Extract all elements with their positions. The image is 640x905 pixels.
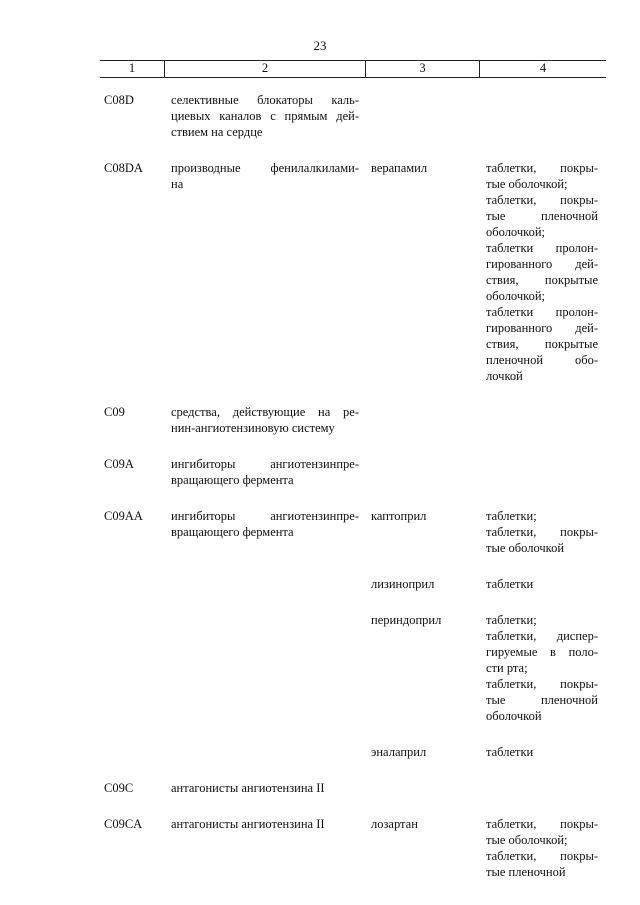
- column-number-2: 2: [165, 61, 366, 77]
- dosage-form-line: тые оболочкой;: [486, 177, 568, 191]
- atc-group-name: [171, 508, 359, 540]
- group-name-line: антагонисты ангиотензина II: [171, 781, 325, 795]
- dosage-form: [486, 160, 598, 384]
- atc-code: C08D: [104, 93, 134, 107]
- drug-name: эналаприл: [371, 745, 427, 759]
- dosage-form-line: ствия, покрытые: [486, 273, 598, 287]
- table-body: [0, 92, 640, 900]
- dosage-form-line: оболочкой;: [486, 225, 545, 239]
- atc-group-name: [171, 456, 359, 488]
- atc-group-name: [171, 404, 359, 436]
- group-name-line: вращающего фермента: [171, 525, 294, 539]
- dosage-form-line: тые оболочкой: [486, 541, 565, 555]
- column-number-1: 1: [100, 61, 165, 77]
- atc-group-name: [171, 160, 359, 192]
- dosage-form-line: таблетки пролон-: [486, 305, 598, 319]
- drug-name: верапамил: [371, 161, 428, 175]
- dosage-form-line: таблетки;: [486, 509, 537, 523]
- atc-code: C09A: [104, 457, 134, 471]
- dosage-form-line: лочкой: [486, 369, 523, 383]
- dosage-form-line: таблетки: [486, 577, 534, 591]
- dosage-form-line: пленочной обо-: [486, 353, 598, 367]
- dosage-form-line: оболочкой;: [486, 289, 545, 303]
- atc-code: C09C: [104, 781, 134, 795]
- table-row: [0, 404, 640, 436]
- table-row: [0, 576, 640, 592]
- table-row: [0, 456, 640, 488]
- dosage-form-line: тые пленочной: [486, 865, 566, 879]
- table-row: [0, 160, 640, 384]
- dosage-form-line: таблетки, диспер-: [486, 629, 598, 643]
- dosage-form: [486, 816, 598, 880]
- group-name-line: на: [171, 177, 184, 191]
- table-row: [0, 816, 640, 880]
- atc-code: C09AA: [104, 509, 143, 523]
- dosage-form-line: таблетки, покры-: [486, 849, 598, 863]
- dosage-form-line: гируемые в поло-: [486, 645, 598, 659]
- atc-code: C09CA: [104, 817, 143, 831]
- dosage-form: [486, 744, 598, 760]
- group-name-line: вращающего фермента: [171, 473, 294, 487]
- group-name-line: ингибиторы ангиотензинпре-: [171, 457, 359, 471]
- dosage-form-line: гированного дей-: [486, 257, 598, 271]
- column-number-3: 3: [366, 61, 480, 77]
- dosage-form: [486, 612, 598, 724]
- atc-group-name: [171, 780, 359, 796]
- dosage-form-line: гированного дей-: [486, 321, 598, 335]
- dosage-form-line: таблетки, покры-: [486, 193, 598, 207]
- dosage-form-line: таблетки: [486, 745, 534, 759]
- dosage-form-line: таблетки;: [486, 613, 537, 627]
- dosage-form-line: таблетки, покры-: [486, 677, 598, 691]
- group-name-line: средства, действующие на ре-: [171, 405, 359, 419]
- group-name-line: ингибиторы ангиотензинпре-: [171, 509, 359, 523]
- dosage-form-line: ствия, покрытые: [486, 337, 598, 351]
- atc-group-name: [171, 816, 359, 832]
- group-name-line: антагонисты ангиотензина II: [171, 817, 325, 831]
- atc-code: C09: [104, 405, 125, 419]
- group-name-line: производные фенилалкилами-: [171, 161, 359, 175]
- atc-group-name: [171, 92, 359, 140]
- table-column-header: [100, 60, 606, 78]
- dosage-form: [486, 576, 598, 592]
- dosage-form: [486, 508, 598, 556]
- atc-code: C08DA: [104, 161, 143, 175]
- page-number: 23: [313, 38, 327, 53]
- drug-name: периндоприл: [371, 613, 442, 627]
- table-row: [0, 92, 640, 140]
- table-row: [0, 780, 640, 796]
- table-row: [0, 744, 640, 760]
- group-name-line: ствием на сердце: [171, 125, 263, 139]
- group-name-line: нин-ангиотензиновую систему: [171, 421, 335, 435]
- drug-name: каптоприл: [371, 509, 427, 523]
- dosage-form-line: сти рта;: [486, 661, 528, 675]
- dosage-form-line: оболочкой: [486, 709, 542, 723]
- drug-name: лизиноприл: [371, 577, 435, 591]
- group-name-line: селективные блокаторы каль-: [171, 93, 359, 107]
- dosage-form-line: тые пленочной: [486, 209, 598, 223]
- table-row: [0, 508, 640, 556]
- dosage-form-line: таблетки пролон-: [486, 241, 598, 255]
- group-name-line: циевых каналов с прямым дей-: [171, 109, 359, 123]
- dosage-form-line: тые оболочкой;: [486, 833, 568, 847]
- dosage-form-line: тые пленочной: [486, 693, 598, 707]
- drug-name: лозартан: [371, 817, 418, 831]
- dosage-form-line: таблетки, покры-: [486, 817, 598, 831]
- column-number-4: 4: [539, 61, 547, 75]
- dosage-form-line: таблетки, покры-: [486, 525, 598, 539]
- dosage-form-line: таблетки, покры-: [486, 161, 598, 175]
- table-row: [0, 612, 640, 724]
